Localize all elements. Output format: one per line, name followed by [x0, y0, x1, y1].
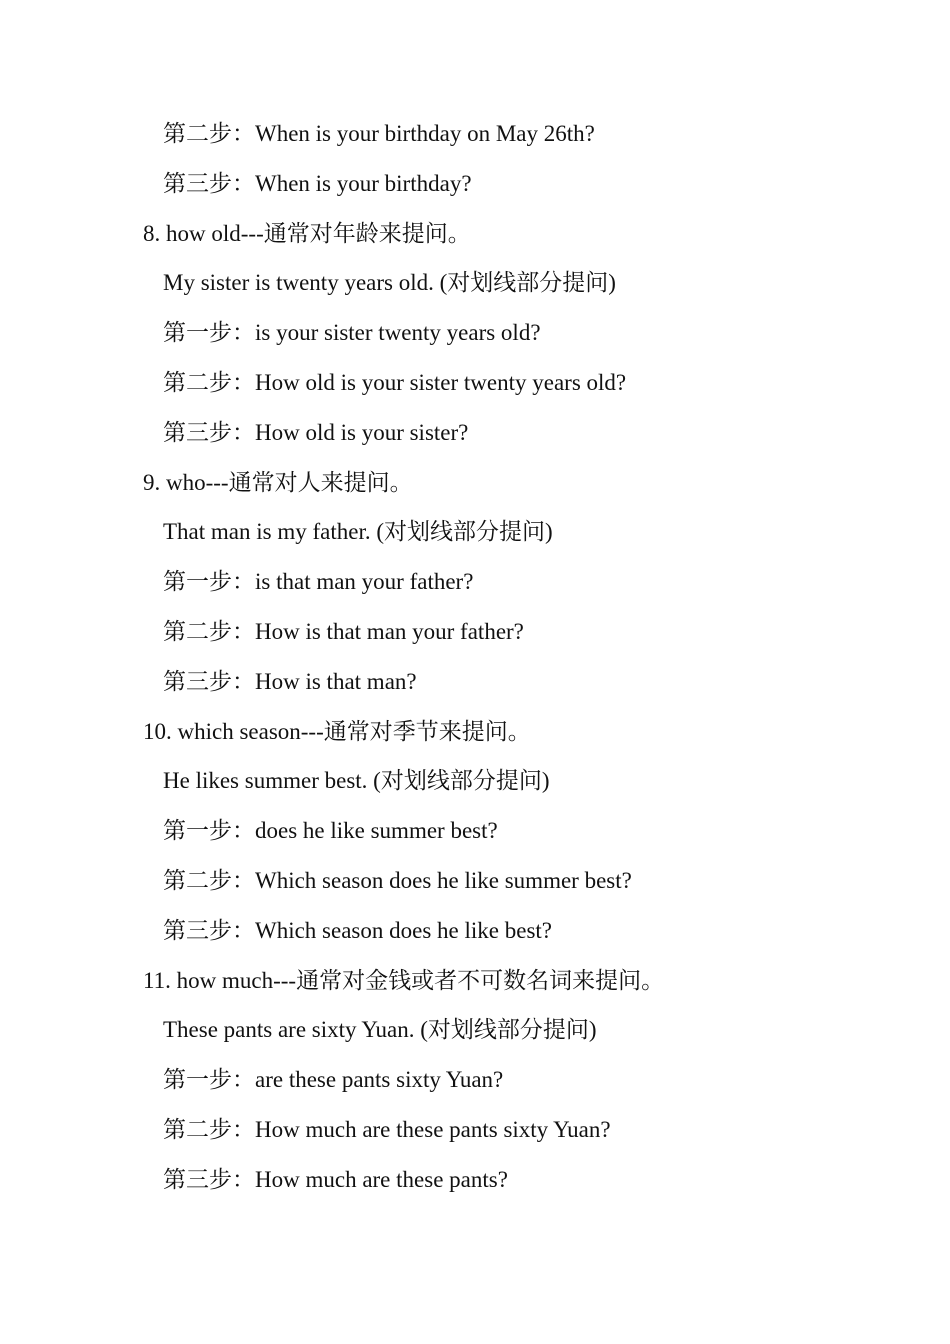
- step-line: 第一步：does he like summer best?: [163, 818, 498, 844]
- step-line: 第二步：How old is your sister twenty years old?: [163, 369, 627, 395]
- section-heading: 9. who---通常对人来提问。: [143, 469, 413, 495]
- section-heading: 8. how old---通常对年龄来提问。: [143, 220, 471, 246]
- document-body: [0, 109, 950, 1205]
- step-line: 第二步：Which season does he like summer best?: [163, 867, 632, 893]
- example-sentence: That man is my father. (对划线部分提问): [163, 519, 553, 545]
- step-line: 第二步：When is your birthday on May 26th?: [163, 121, 595, 146]
- step-line: 第三步：Which season does he like best?: [163, 917, 552, 943]
- example-sentence: He likes summer best. (对划线部分提问): [163, 768, 550, 794]
- step-line: 第三步：When is your birthday?: [163, 170, 472, 196]
- step-line: 第一步：is your sister twenty years old?: [163, 320, 541, 346]
- section-heading: 11. how much---通常对金钱或者不可数名词来提问。: [143, 967, 665, 993]
- step-line: 第三步：How much are these pants?: [163, 1166, 508, 1192]
- step-line: 第二步：How is that man your father?: [163, 618, 524, 644]
- step-line: 第二步：How much are these pants sixty Yuan?: [163, 1116, 611, 1142]
- example-sentence: These pants are sixty Yuan. (对划线部分提问): [163, 1017, 597, 1043]
- step-line: 第三步：How old is your sister?: [163, 419, 469, 445]
- step-line: 第一步：are these pants sixty Yuan?: [163, 1067, 504, 1093]
- example-sentence: My sister is twenty years old. (对划线部分提问): [163, 270, 616, 296]
- step-line: 第一步：is that man your father?: [163, 569, 474, 595]
- section-heading: 10. which season---通常对季节来提问。: [143, 718, 531, 744]
- step-line: 第三步：How is that man?: [163, 668, 417, 694]
